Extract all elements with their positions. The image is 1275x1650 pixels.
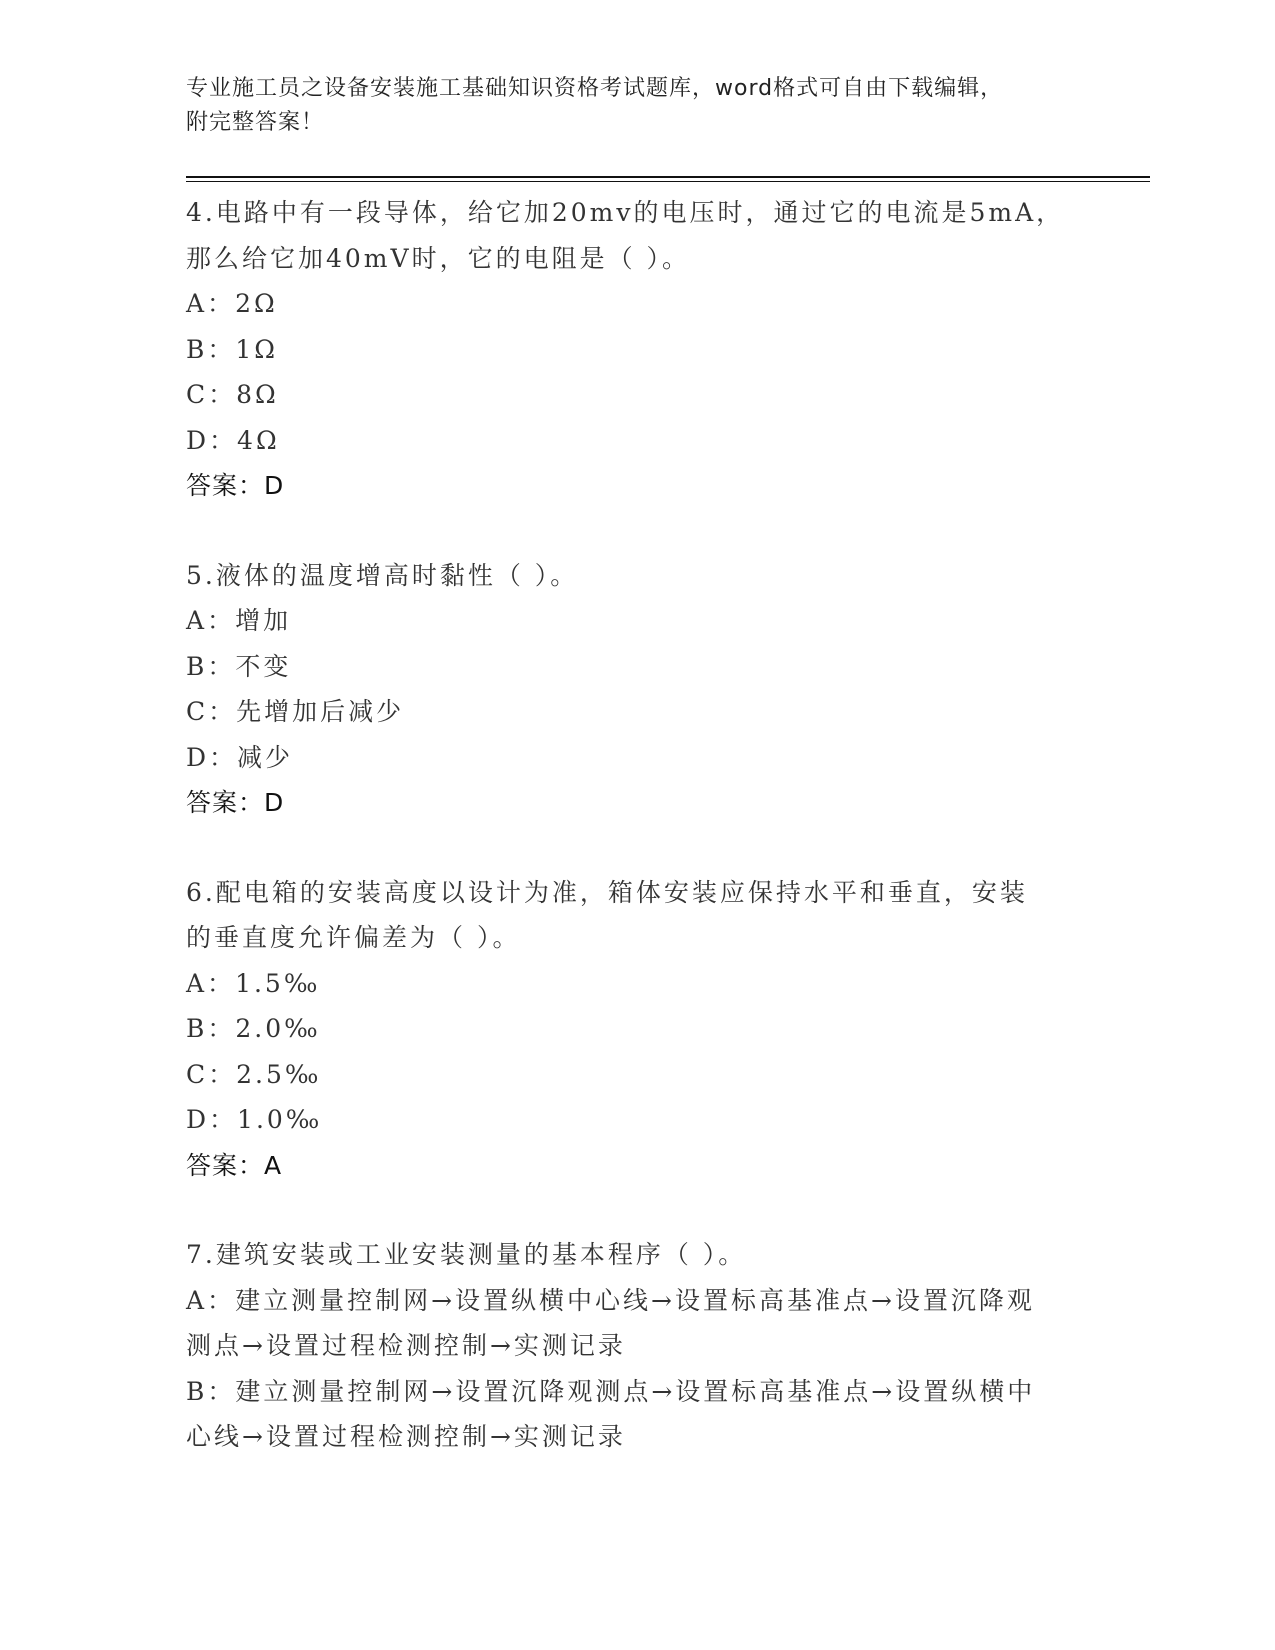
option-b: [186, 327, 1086, 373]
option-c: [186, 1052, 1086, 1098]
question-stem-line: 4.电路中有一段导体，给它加20mv的电压时，通过它的电流是5mA，: [186, 198, 1065, 227]
header-line-1: 专业施工员之设备安装施工基础知识资格考试题库，word格式可自由下载编辑，: [186, 76, 1004, 101]
option-label: D：: [186, 742, 238, 772]
option-label: A：: [186, 1285, 236, 1315]
option-label: C：: [186, 697, 237, 726]
option-b-continuation: 心线→设置过程检测控制→实测记录: [186, 1422, 626, 1451]
header-divider-thick: [186, 176, 1150, 178]
option-label: B：: [186, 651, 236, 681]
option-d: [186, 1097, 1086, 1143]
question-7: [186, 1232, 1086, 1460]
option-a: [186, 281, 1086, 327]
question-stem-line: 6.配电箱的安装高度以设计为准，箱体安装应保持水平和垂直，安装: [186, 877, 1028, 907]
option-text: 4Ω: [237, 425, 280, 455]
option-text: 1.5‰: [235, 968, 321, 998]
option-label: B：: [186, 1014, 236, 1043]
option-c: [186, 372, 1086, 418]
option-label: A：: [186, 968, 236, 998]
question-stem-line: 的垂直度允许偏差为（ ）。: [186, 923, 521, 952]
option-b: [186, 1369, 1086, 1415]
document-header: [186, 72, 1066, 140]
question-stem-line: 那么给它加40mV时，它的电阻是（ ）。: [186, 243, 691, 273]
option-text: 增加: [235, 606, 292, 635]
option-label: A：: [186, 606, 236, 635]
option-label: B：: [186, 1376, 236, 1406]
option-a-continuation: 测点→设置过程检测控制→实测记录: [186, 1331, 626, 1360]
header-divider-thin: [186, 181, 1150, 182]
header-line-2: 附完整答案！: [186, 110, 325, 135]
option-label: A：: [186, 289, 236, 318]
answer-line: 答案：D: [186, 471, 285, 500]
option-label: D：: [186, 1105, 238, 1134]
answer-line: 答案：A: [186, 1150, 283, 1180]
question-4: [186, 190, 1086, 509]
question-6: [186, 870, 1086, 1189]
option-text: 2.0‰: [235, 1014, 321, 1043]
option-text: 2Ω: [235, 289, 278, 318]
question-stem-line: 5.液体的温度增高时黏性（ ）。: [186, 560, 579, 590]
option-text: 建立测量控制网→设置纵横中心线→设置标高基准点→设置沉降观: [235, 1285, 1035, 1315]
option-b: [186, 644, 1086, 690]
option-text: 1Ω: [235, 334, 279, 364]
option-text: 不变: [235, 651, 292, 681]
option-label: C：: [186, 380, 237, 409]
question-5: [186, 553, 1086, 826]
question-list: [186, 190, 1086, 1504]
option-a: [186, 1278, 1086, 1324]
option-label: C：: [186, 1059, 237, 1089]
option-label: D：: [186, 425, 238, 455]
option-text: 先增加后减少: [236, 697, 405, 726]
option-text: 1.0‰: [237, 1105, 323, 1134]
option-c: [186, 689, 1086, 735]
option-a: [186, 961, 1086, 1007]
option-d: [186, 735, 1086, 781]
option-b: [186, 1006, 1086, 1052]
option-text: 减少: [237, 742, 294, 772]
question-stem-line: 7.建筑安装或工业安装测量的基本程序（ ）。: [186, 1240, 747, 1269]
option-text: 2.5‰: [236, 1059, 322, 1089]
answer-line: 答案：D: [186, 788, 285, 817]
option-text: 8Ω: [236, 380, 279, 409]
option-label: B：: [186, 334, 236, 364]
option-text: 建立测量控制网→设置沉降观测点→设置标高基准点→设置纵横中: [235, 1376, 1036, 1406]
option-a: [186, 598, 1086, 644]
option-d: [186, 418, 1086, 464]
